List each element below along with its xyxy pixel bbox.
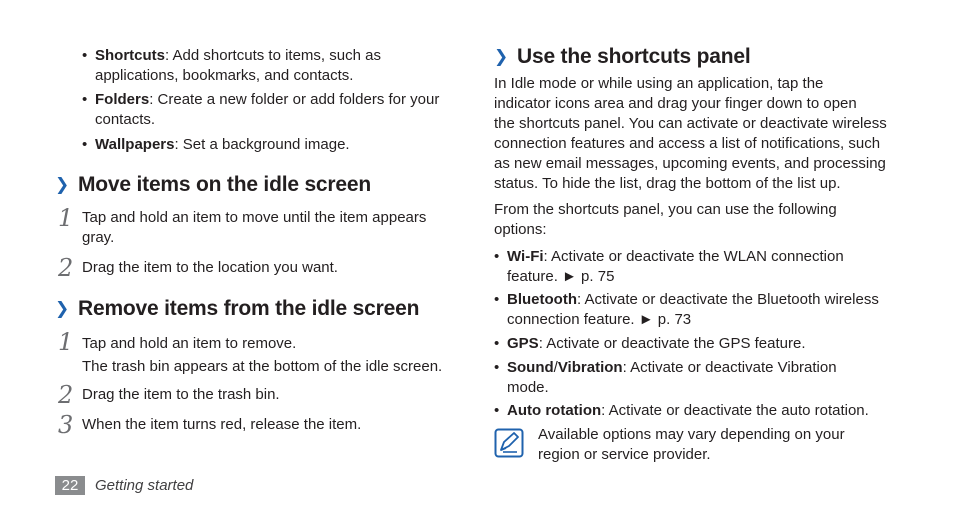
- step-remove-2: Drag the item to the trash bin.: [82, 386, 280, 403]
- bullet-item-folders: Folders: Create a new folder or add folders for your contacts.: [95, 91, 440, 128]
- section-label: Getting started: [95, 477, 194, 494]
- step-number: 1: [58, 328, 74, 356]
- step-move-2: Drag the item to the location you want.: [82, 259, 338, 276]
- step-number: 2: [58, 254, 74, 282]
- option-bluetooth: Bluetooth: Activate or deactivate the Bluetooth wireless connection feature. ► p. 73: [507, 291, 879, 328]
- bullet-item-shortcuts: Shortcuts: Add shortcuts to items, such as applications, bookmarks, and contacts.: [95, 47, 381, 84]
- bullet-term: Shortcuts: [95, 47, 166, 64]
- section-heading-shortcuts-panel: Use the shortcuts panel: [517, 45, 751, 68]
- step-remove-1: Tap and hold an item to remove. The trash bin appears at the bottom of the idle screen.: [82, 335, 443, 375]
- bullet-dot: •: [82, 47, 88, 64]
- step-number: 1: [58, 204, 74, 232]
- bullet-dot: •: [494, 248, 500, 265]
- step-move-1: Tap and hold an item to move until the item appears gray.: [82, 209, 427, 246]
- bullet-term: Folders: [95, 91, 150, 108]
- step-remove-3: When the item turns red, release the item.: [82, 416, 362, 433]
- bullet-dot: •: [494, 335, 500, 352]
- options-intro-paragraph: From the shortcuts panel, you can use the following options:: [494, 201, 837, 238]
- chevron-right-icon: ❯: [55, 175, 70, 194]
- chevron-right-icon: ❯: [494, 47, 509, 66]
- bullet-dot: •: [494, 359, 500, 376]
- step-number: 2: [58, 381, 74, 409]
- option-auto-rotation: Auto rotation: Activate or deactivate the auto rotation.: [507, 402, 869, 419]
- option-gps: GPS: Activate or deactivate the GPS feature.: [507, 335, 806, 352]
- note-pencil-icon: [494, 428, 524, 458]
- note-text: Available options may vary depending on your region or service provider.: [538, 426, 845, 463]
- bullet-dot: •: [82, 136, 88, 153]
- bullet-dot: •: [494, 402, 500, 419]
- option-wifi: Wi-Fi: Activate or deactivate the WLAN connection feature. ► p. 75: [507, 248, 844, 285]
- section-heading-remove: Remove items from the idle screen: [78, 297, 420, 320]
- step-number: 3: [58, 411, 74, 439]
- chevron-right-icon: ❯: [55, 299, 70, 318]
- bullet-item-wallpapers: Wallpapers: Set a background image.: [95, 136, 350, 153]
- intro-paragraph: In Idle mode or while using an application, tap the indicator icons area and drag your finger down to open the shortcuts panel. You can activate or deactivate wireless connection features and access a list of notifications, such as new email messages, upcoming events, and processing status. To hide the list, drag the bottom of the list up.: [494, 75, 887, 192]
- page-number-badge: 22: [55, 476, 85, 495]
- bullet-dot: •: [82, 91, 88, 108]
- option-sound-vibration: Sound/Vibration: Activate or deactivate Vibration mode.: [507, 359, 837, 396]
- bullet-term: Wallpapers: [95, 136, 175, 153]
- bullet-dot: •: [494, 291, 500, 308]
- section-heading-move: Move items on the idle screen: [78, 173, 371, 196]
